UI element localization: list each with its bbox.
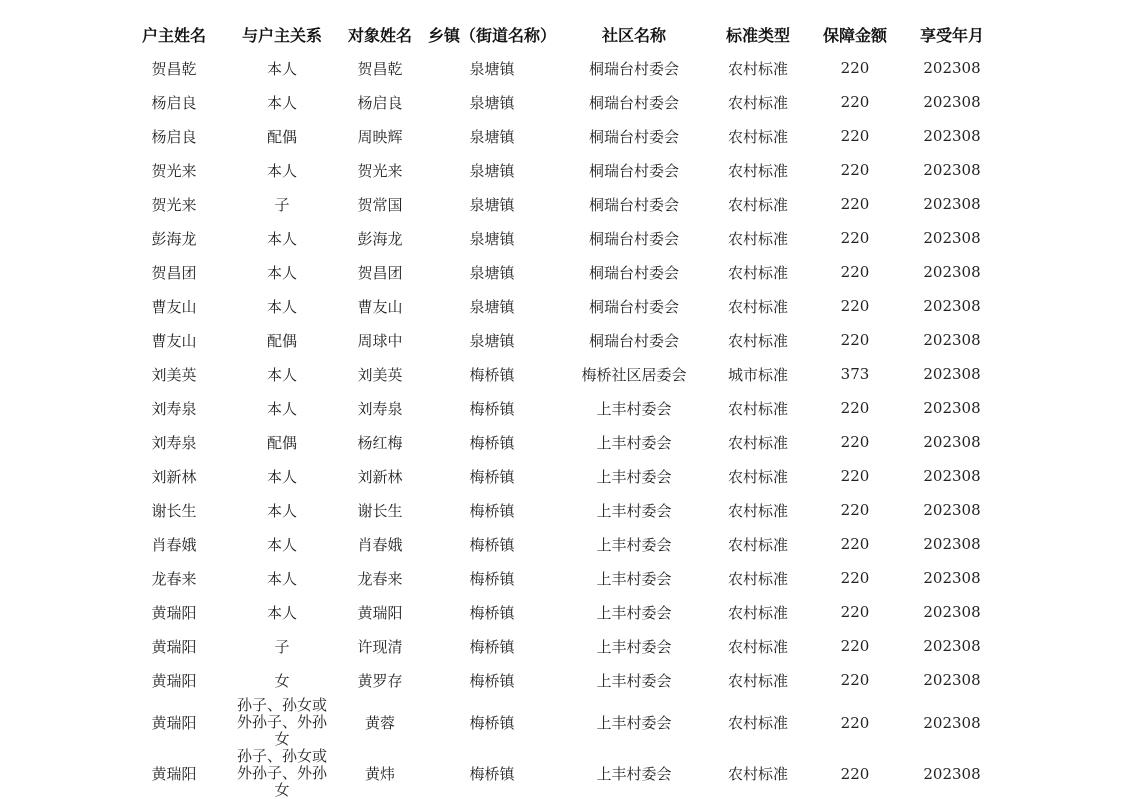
community-cell: 桐瑞台村委会 [588, 229, 679, 248]
community-cell: 桐瑞台村委会 [588, 59, 679, 78]
amount-cell: 220 [840, 501, 870, 519]
table-row [118, 85, 1000, 119]
period-cell: 202308 [923, 603, 981, 621]
table-row [118, 323, 1000, 357]
recipient-name-cell: 周球中 [357, 331, 403, 350]
community-cell: 上丰村委会 [596, 603, 672, 622]
township-cell: 梅桥镇 [469, 714, 515, 732]
relationship-cell: 本人 [266, 59, 297, 78]
householder-name-cell: 谢长生 [151, 501, 197, 520]
relationship-cell: 子 [274, 637, 290, 656]
recipient-name-cell: 贺昌乾 [357, 59, 403, 78]
community-cell: 上丰村委会 [596, 671, 672, 690]
relationship-cell: 本人 [266, 229, 297, 248]
community-cell: 桐瑞台村委会 [588, 161, 679, 180]
amount-cell: 220 [840, 195, 870, 213]
period-cell: 202308 [923, 569, 981, 587]
header-householder-name: 户主姓名 [141, 25, 206, 45]
standard-type-cell: 农村标准 [727, 765, 788, 783]
relationship-cell: 本人 [266, 569, 297, 588]
header-standard-type: 标准类型 [725, 25, 790, 45]
standard-type-cell: 农村标准 [727, 501, 788, 520]
recipient-name-cell: 刘新林 [357, 467, 403, 486]
standard-type-cell: 农村标准 [727, 195, 788, 214]
standard-type-cell: 农村标准 [727, 671, 788, 690]
table-row [118, 748, 1000, 799]
standard-type-cell: 农村标准 [727, 161, 788, 180]
township-cell: 泉塘镇 [469, 297, 515, 316]
header-recipient-name: 对象姓名 [347, 25, 412, 45]
relationship-cell: 本人 [266, 161, 297, 180]
relationship-cell: 本人 [266, 603, 297, 622]
recipient-name-cell: 杨红梅 [357, 433, 403, 452]
period-cell: 202308 [923, 764, 981, 783]
table-row [118, 561, 1000, 595]
amount-cell: 220 [840, 603, 870, 621]
period-cell: 202308 [923, 501, 981, 519]
recipient-name-cell: 黄炜 [364, 765, 395, 783]
standard-type-cell: 农村标准 [727, 433, 788, 452]
relationship-cell: 本人 [266, 399, 297, 418]
amount-cell: 220 [840, 713, 870, 732]
relationship-cell: 本人 [266, 297, 297, 316]
householder-name-cell: 贺光来 [151, 195, 197, 214]
period-cell: 202308 [923, 467, 981, 485]
period-cell: 202308 [923, 535, 981, 553]
recipient-name-cell: 刘美英 [357, 365, 403, 384]
standard-type-cell: 农村标准 [727, 535, 788, 554]
standard-type-cell: 农村标准 [727, 229, 788, 248]
period-cell: 202308 [923, 297, 981, 315]
standard-type-cell: 农村标准 [727, 263, 788, 282]
community-cell: 桐瑞台村委会 [588, 331, 679, 350]
householder-name-cell: 刘寿泉 [151, 399, 197, 418]
recipient-name-cell: 曹友山 [357, 297, 403, 316]
relationship-cell: 本人 [266, 93, 297, 112]
period-cell: 202308 [923, 671, 981, 689]
community-cell: 上丰村委会 [596, 501, 672, 520]
township-cell: 梅桥镇 [469, 535, 515, 554]
recipient-name-cell: 黄蓉 [364, 714, 395, 732]
recipient-name-cell: 黄罗存 [357, 671, 403, 690]
period-cell: 202308 [923, 713, 981, 732]
recipient-name-cell: 彭海龙 [357, 229, 403, 248]
township-cell: 梅桥镇 [469, 637, 515, 656]
householder-name-cell: 曹友山 [151, 331, 197, 350]
period-cell: 202308 [923, 59, 981, 77]
township-cell: 泉塘镇 [469, 195, 515, 214]
householder-name-cell: 曹友山 [151, 297, 197, 316]
relationship-cell: 本人 [266, 263, 297, 282]
amount-cell: 220 [840, 569, 870, 587]
table-row [118, 119, 1000, 153]
standard-type-cell: 农村标准 [727, 331, 788, 350]
standard-type-cell: 农村标准 [727, 297, 788, 316]
period-cell: 202308 [923, 399, 981, 417]
header-amount: 保障金额 [822, 25, 887, 45]
township-cell: 梅桥镇 [469, 399, 515, 418]
township-cell: 泉塘镇 [469, 59, 515, 78]
relationship-cell: 本人 [266, 365, 297, 384]
township-cell: 梅桥镇 [469, 765, 515, 783]
township-cell: 梅桥镇 [469, 467, 515, 486]
period-cell: 202308 [923, 263, 981, 281]
recipient-name-cell: 杨启良 [357, 93, 403, 112]
amount-cell: 220 [840, 637, 870, 655]
amount-cell: 220 [840, 467, 870, 485]
householder-name-cell: 彭海龙 [151, 229, 197, 248]
relationship-cell: 本人 [266, 467, 297, 486]
relationship-cell: 孙子、孙女或外孙子、外孙女 [236, 748, 327, 799]
community-cell: 上丰村委会 [596, 399, 672, 418]
township-cell: 梅桥镇 [469, 671, 515, 690]
table-row [118, 221, 1000, 255]
standard-type-cell: 农村标准 [727, 603, 788, 622]
amount-cell: 220 [840, 535, 870, 553]
amount-cell: 220 [840, 263, 870, 281]
relationship-cell: 孙子、孙女或外孙子、外孙女 [236, 697, 327, 748]
standard-type-cell: 农村标准 [727, 714, 788, 732]
community-cell: 上丰村委会 [596, 765, 672, 783]
householder-name-cell: 贺昌乾 [151, 59, 197, 78]
community-cell: 桐瑞台村委会 [588, 297, 679, 316]
community-cell: 桐瑞台村委会 [588, 195, 679, 214]
relationship-cell: 配偶 [266, 433, 297, 452]
relationship-cell: 配偶 [266, 127, 297, 146]
recipient-name-cell: 周映辉 [357, 127, 403, 146]
community-cell: 梅桥社区居委会 [581, 365, 687, 384]
township-cell: 梅桥镇 [469, 569, 515, 588]
householder-name-cell: 刘寿泉 [151, 433, 197, 452]
recipient-name-cell: 肖春娥 [357, 535, 403, 554]
table-row [118, 527, 1000, 561]
amount-cell: 373 [840, 365, 870, 383]
standard-type-cell: 农村标准 [727, 127, 788, 146]
table-row [118, 595, 1000, 629]
recipient-name-cell: 贺光来 [357, 161, 403, 180]
householder-name-cell: 黄瑞阳 [151, 714, 197, 732]
householder-name-cell: 杨启良 [151, 93, 197, 112]
table-row [118, 289, 1000, 323]
period-cell: 202308 [923, 637, 981, 655]
period-cell: 202308 [923, 365, 981, 383]
householder-name-cell: 刘美英 [151, 365, 197, 384]
community-cell: 桐瑞台村委会 [588, 127, 679, 146]
table-row [118, 255, 1000, 289]
standard-type-cell: 农村标准 [727, 59, 788, 78]
recipient-name-cell: 贺昌团 [357, 263, 403, 282]
recipient-name-cell: 黄瑞阳 [357, 603, 403, 622]
table-row [118, 357, 1000, 391]
amount-cell: 220 [840, 59, 870, 77]
period-cell: 202308 [923, 195, 981, 213]
roster-table [118, 17, 1000, 799]
householder-name-cell: 杨启良 [151, 127, 197, 146]
recipient-name-cell: 谢长生 [357, 501, 403, 520]
table-row [118, 51, 1000, 85]
period-cell: 202308 [923, 93, 981, 111]
community-cell: 上丰村委会 [596, 569, 672, 588]
table-row [118, 663, 1000, 697]
householder-name-cell: 刘新林 [151, 467, 197, 486]
recipient-name-cell: 贺常国 [357, 195, 403, 214]
header-relationship: 与户主关系 [241, 25, 322, 45]
township-cell: 泉塘镇 [469, 229, 515, 248]
amount-cell: 220 [840, 229, 870, 247]
amount-cell: 220 [840, 433, 870, 451]
householder-name-cell: 贺昌团 [151, 263, 197, 282]
township-cell: 梅桥镇 [469, 365, 515, 384]
township-cell: 泉塘镇 [469, 263, 515, 282]
community-cell: 上丰村委会 [596, 467, 672, 486]
amount-cell: 220 [840, 297, 870, 315]
township-cell: 泉塘镇 [469, 161, 515, 180]
township-cell: 梅桥镇 [469, 433, 515, 452]
period-cell: 202308 [923, 331, 981, 349]
relationship-cell: 子 [274, 195, 290, 214]
header-community: 社区名称 [601, 25, 666, 45]
amount-cell: 220 [840, 671, 870, 689]
header-township: 乡镇（街道名称） [427, 25, 556, 45]
community-cell: 桐瑞台村委会 [588, 93, 679, 112]
standard-type-cell: 农村标准 [727, 467, 788, 486]
relationship-cell: 本人 [266, 501, 297, 520]
amount-cell: 220 [840, 331, 870, 349]
relationship-cell: 本人 [266, 535, 297, 554]
period-cell: 202308 [923, 229, 981, 247]
recipient-name-cell: 许现清 [357, 637, 403, 656]
township-cell: 梅桥镇 [469, 501, 515, 520]
header-period: 享受年月 [919, 25, 984, 45]
amount-cell: 220 [840, 127, 870, 145]
standard-type-cell: 城市标准 [727, 365, 788, 384]
table-row [118, 629, 1000, 663]
table-row [118, 425, 1000, 459]
community-cell: 桐瑞台村委会 [588, 263, 679, 282]
header-row [118, 17, 1000, 51]
period-cell: 202308 [923, 161, 981, 179]
recipient-name-cell: 龙春来 [357, 569, 403, 588]
table-body [118, 51, 1000, 799]
relationship-cell: 女 [274, 671, 290, 690]
table-row [118, 153, 1000, 187]
township-cell: 梅桥镇 [469, 603, 515, 622]
table-row [118, 459, 1000, 493]
community-cell: 上丰村委会 [596, 433, 672, 452]
community-cell: 上丰村委会 [596, 535, 672, 554]
householder-name-cell: 黄瑞阳 [151, 671, 197, 690]
township-cell: 泉塘镇 [469, 331, 515, 350]
householder-name-cell: 黄瑞阳 [151, 765, 197, 783]
householder-name-cell: 龙春来 [151, 569, 197, 588]
householder-name-cell: 黄瑞阳 [151, 603, 197, 622]
recipient-name-cell: 刘寿泉 [357, 399, 403, 418]
period-cell: 202308 [923, 127, 981, 145]
amount-cell: 220 [840, 161, 870, 179]
standard-type-cell: 农村标准 [727, 93, 788, 112]
township-cell: 泉塘镇 [469, 93, 515, 112]
standard-type-cell: 农村标准 [727, 569, 788, 588]
table-row [118, 391, 1000, 425]
table-row [118, 187, 1000, 221]
table-row [118, 697, 1000, 748]
householder-name-cell: 贺光来 [151, 161, 197, 180]
amount-cell: 220 [840, 93, 870, 111]
amount-cell: 220 [840, 764, 870, 783]
relationship-cell: 配偶 [266, 331, 297, 350]
householder-name-cell: 肖春娥 [151, 535, 197, 554]
township-cell: 泉塘镇 [469, 127, 515, 146]
amount-cell: 220 [840, 399, 870, 417]
community-cell: 上丰村委会 [596, 637, 672, 656]
table-row [118, 493, 1000, 527]
period-cell: 202308 [923, 433, 981, 451]
householder-name-cell: 黄瑞阳 [151, 637, 197, 656]
community-cell: 上丰村委会 [596, 714, 672, 732]
standard-type-cell: 农村标准 [727, 637, 788, 656]
standard-type-cell: 农村标准 [727, 399, 788, 418]
